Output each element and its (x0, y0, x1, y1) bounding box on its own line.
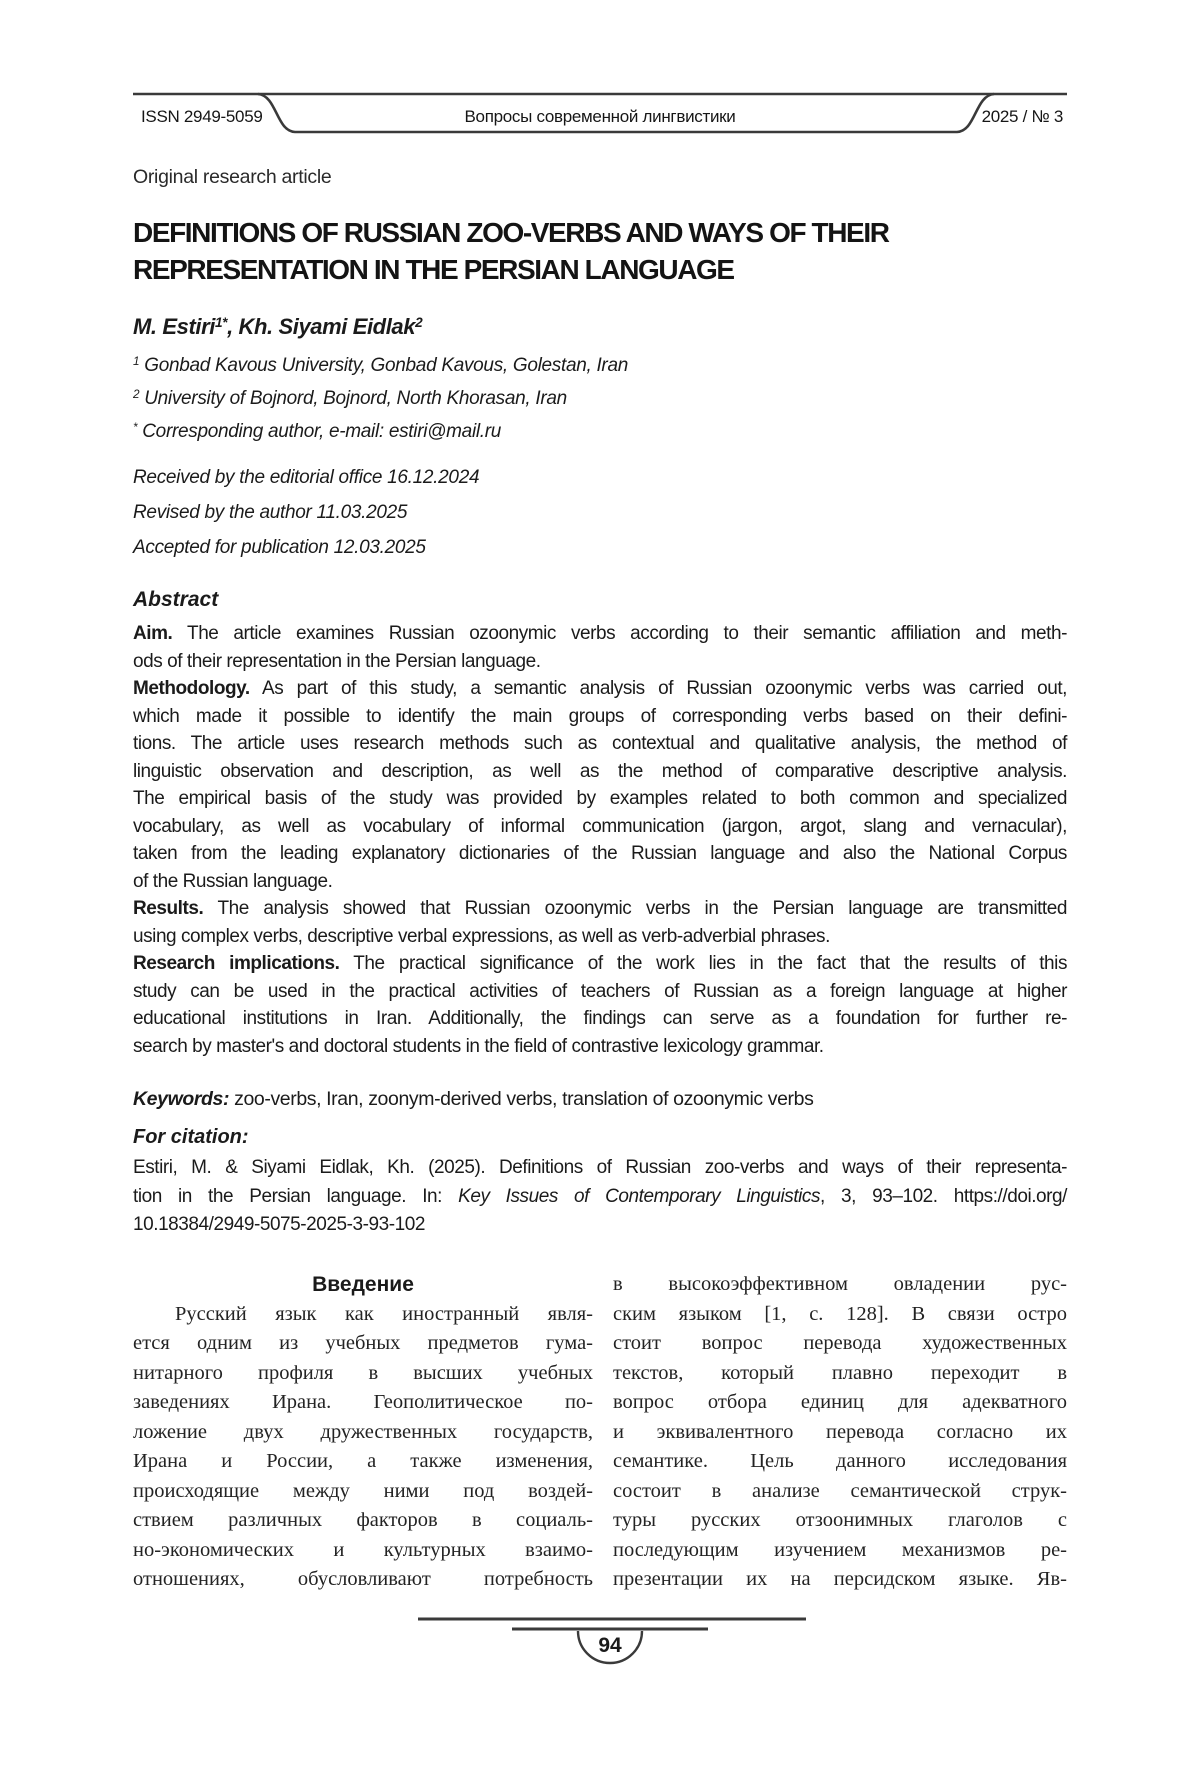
text-line: Received by the editorial office 16.12.2024 (133, 467, 480, 488)
affiliations (133, 349, 1067, 448)
text-line: educational institutions in Iran. Additionally, the findings can serve as a foundation for further re- (133, 1008, 1067, 1029)
intro-heading: Введение (312, 1273, 414, 1296)
editorial-dates (133, 460, 1067, 565)
intro-left-column (133, 1270, 593, 1595)
text-line: текстов, который плавно переходит в (613, 1361, 1067, 1384)
text-line: vocabulary, as well as vocabulary of informal communication (jargon, argot, slang and vernacular), (133, 815, 1067, 837)
text-line: The empirical basis of the study was provided by examples related to both common and specialized (133, 788, 1067, 809)
text-line: Results. The analysis showed that Russian ozoonymic verbs in the Persian language are transmitted (133, 898, 1067, 919)
abstract-heading: Abstract (133, 588, 219, 611)
text-line: * Corresponding author, e-mail: estiri@mail.ru (133, 420, 502, 442)
issue-label: 2025 / № 3 (981, 107, 1063, 126)
text-line: $^2$ University of Bojnord, Bojnord, North Khorasan, Iran (133, 387, 567, 409)
text-line: which made it possible to identify the main groups of corresponding verbs based on their defini- (133, 705, 1067, 727)
keywords-line (133, 1088, 1067, 1111)
text-line: ods of their representation in the Persian language. (133, 650, 541, 672)
text-line: и эквивалентного перевода согласно их (613, 1420, 1067, 1443)
text-line: DEFINITIONS OF RUSSIAN ZOO-VERBS AND WAYS OF THEIR (133, 217, 889, 248)
text-line: study can be used in the practical activities of teachers of Russian as a foreign language at higher (133, 980, 1067, 1002)
text-line: нитарного профиля в высших учебных (133, 1361, 593, 1384)
text-line: tions. The article uses research methods such as contextual and qualitative analysis, the method of (133, 733, 1067, 754)
text-line: происходящие между ними под воздей- (133, 1479, 593, 1502)
text-line: вопрос отбора единиц для адекватного (613, 1391, 1067, 1413)
text-line: tion in the Persian language. In: Key Issues of Contemporary Linguistics, 3, 93–102. https://doi.org/ (133, 1185, 1067, 1207)
page-number: 94 (598, 1634, 622, 1657)
text-line: но-экономических и культурных взаимо- (133, 1538, 593, 1561)
text-line: of the Russian language. (133, 870, 333, 892)
text-line: ским языком [1, с. 128]. В связи остро (613, 1302, 1067, 1325)
text-line: using complex verbs, descriptive verbal expressions, as well as verb-adverbial phrases. (133, 925, 830, 947)
text-line: taken from the leading explanatory dictionaries of the Russian language and also the National Corpus (133, 843, 1067, 864)
intro-left-paragraph (133, 1300, 593, 1595)
text-line: Keywords: zoo-verbs, Iran, zoonym-derived verbs, translation of ozoonymic verbs (133, 1088, 814, 1110)
text-line: Русский язык как иностранный явля- (175, 1302, 593, 1325)
text-line: M. Estiri$^{1*}$, Kh. Siyami Eidlak$^2$ (133, 314, 423, 339)
text-line: linguistic observation and description, as well as the method of comparative descriptive analysis. (133, 760, 1067, 782)
text-line: Estiri, M. & Siyami Eidlak, Kh. (2025). Definitions of Russian zoo-verbs and ways of their representa- (133, 1157, 1067, 1178)
abstract-text (133, 620, 1067, 1060)
intro-right-column (613, 1270, 1067, 1595)
citation-heading: For citation: (133, 1126, 249, 1148)
text-line: Methodology. As part of this study, a semantic analysis of Russian ozoonymic verbs was carried out, (133, 678, 1067, 699)
text-line: Aim. The article examines Russian ozoonymic verbs according to their semantic affiliation and meth- (133, 623, 1067, 644)
text-line: туры русских отзоонимных глаголов с (613, 1509, 1067, 1531)
text-line: последующим изучением механизмов ре- (613, 1538, 1067, 1561)
text-line: семантике. Цель данного исследования (613, 1450, 1067, 1472)
text-line: search by master's and doctoral students in the field of contrastive lexicology grammar. (133, 1035, 824, 1057)
journal-title: Вопросы современной лингвистики (464, 107, 736, 126)
text-line: Revised by the author 11.03.2025 (133, 502, 408, 523)
article-title (133, 214, 1093, 288)
authors-line (133, 314, 1067, 340)
text-line: Research implications. The practical significance of the work lies in the fact that the results of this (133, 953, 1067, 974)
text-line: в высокоэффективном овладении рус- (613, 1273, 1067, 1295)
text-line: 10.18384/2949-5075-2025-3-93-102 (133, 1214, 425, 1235)
text-line: презентации их на персидском языке. Яв- (613, 1568, 1067, 1590)
text-line: REPRESENTATION IN THE PERSIAN LANGUAGE (133, 254, 734, 285)
text-line: состоит в анализе семантической струк- (613, 1479, 1067, 1502)
text-line: стоит вопрос перевода художественных (613, 1332, 1067, 1354)
text-line: $^1$ Gonbad Kavous University, Gonbad Kavous, Golestan, Iran (133, 354, 628, 376)
text-line: ствием различных факторов в социаль- (133, 1509, 593, 1531)
citation-text (133, 1154, 1067, 1240)
text-line: отношениях, обусловливают потребность (133, 1568, 593, 1590)
text-line: ложение двух дружественных государств, (133, 1420, 593, 1443)
text-line: Ирана и России, а также изменения, (133, 1450, 593, 1472)
text-line: заведениях Ирана. Геополитическое по- (133, 1391, 593, 1413)
text-line: ется одним из учебных предметов гума- (133, 1332, 593, 1354)
text-line: Accepted for publication 12.03.2025 (133, 537, 426, 558)
issn-label: ISSN 2949-5059 (141, 107, 263, 126)
article-type-label: Original research article (133, 166, 332, 188)
